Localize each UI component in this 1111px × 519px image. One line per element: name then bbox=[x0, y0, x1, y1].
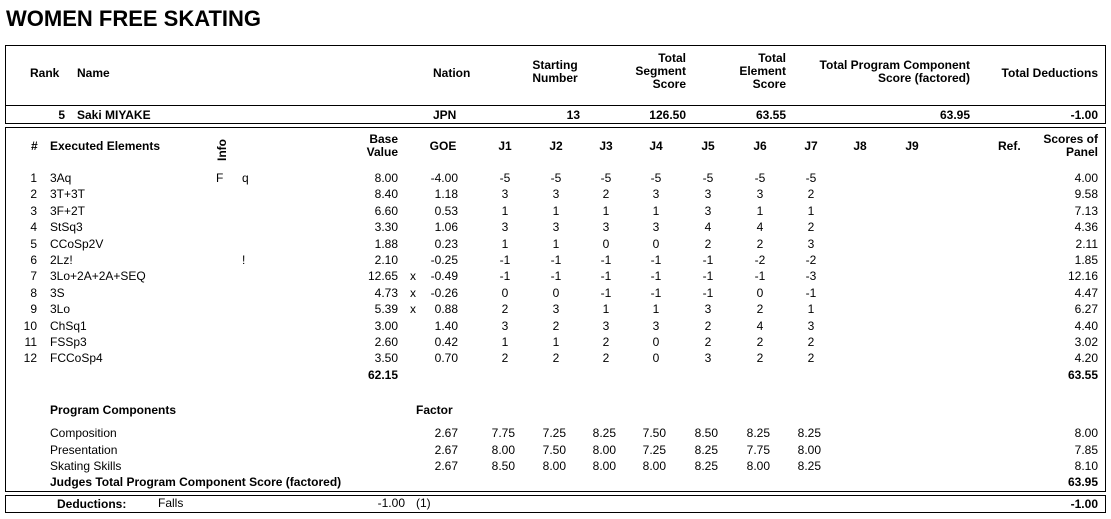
element-name: 3F+2T bbox=[50, 203, 86, 218]
element-info-flag: ! bbox=[242, 253, 246, 267]
element-judge-score: 3 bbox=[652, 220, 660, 235]
element-number: 11 bbox=[24, 335, 37, 349]
component-factor: 2.67 bbox=[434, 442, 458, 457]
element-judge-score: -5 bbox=[600, 171, 612, 185]
element-judge-score: 3 bbox=[501, 187, 509, 202]
element-judge-score: 2 bbox=[807, 220, 815, 235]
executed-elements-header: Executed Elements bbox=[50, 139, 161, 153]
element-bonus-mark: x bbox=[410, 302, 416, 317]
element-judge-score: 2 bbox=[602, 335, 610, 349]
element-base-value: 3.30 bbox=[374, 220, 398, 235]
element-judge-score: -5 bbox=[754, 171, 766, 185]
total-element-score-header: Total Element Score bbox=[739, 51, 786, 91]
element-judge-score: -1 bbox=[600, 285, 612, 300]
element-judge-score: 2 bbox=[704, 318, 712, 333]
component-judge-score: 7.25 bbox=[542, 426, 566, 440]
judge-header-5: J5 bbox=[701, 139, 715, 153]
skater-name: Saki MIYAKE bbox=[77, 108, 151, 122]
component-score: 7.85 bbox=[1074, 442, 1098, 457]
element-panel-score: 6.27 bbox=[1074, 302, 1098, 317]
element-name: StSq3 bbox=[50, 220, 83, 235]
starting-number-header: Starting Number bbox=[532, 58, 578, 85]
judge-header-9: J9 bbox=[905, 139, 919, 153]
element-bonus-mark: x bbox=[410, 285, 416, 300]
components-total-value: 63.95 bbox=[1067, 475, 1098, 489]
element-panel-score: 4.40 bbox=[1074, 318, 1098, 333]
element-bonus-mark: x bbox=[410, 269, 416, 284]
element-judge-score: 2 bbox=[501, 351, 509, 366]
component-score: 8.00 bbox=[1074, 426, 1098, 440]
element-goe: 1.40 bbox=[434, 318, 458, 333]
component-judge-score: 8.00 bbox=[797, 442, 821, 457]
element-base-value: 3.00 bbox=[374, 318, 398, 333]
element-number: 7 bbox=[30, 269, 37, 284]
element-judge-score: -5 bbox=[499, 171, 511, 185]
element-judge-score: -5 bbox=[550, 171, 562, 185]
element-judge-score: 0 bbox=[652, 335, 660, 349]
element-judge-score: -1 bbox=[754, 269, 766, 284]
element-judge-score: 1 bbox=[652, 302, 660, 317]
element-goe: 1.06 bbox=[434, 220, 458, 235]
element-info: F bbox=[216, 171, 224, 185]
element-judge-score: -1 bbox=[805, 285, 817, 300]
element-name: ChSq1 bbox=[50, 318, 87, 333]
rank-header: Rank bbox=[30, 66, 60, 80]
component-name: Presentation bbox=[50, 442, 118, 457]
element-number: 9 bbox=[30, 302, 37, 317]
element-number: 3 bbox=[30, 203, 37, 218]
program-components-header: Program Components bbox=[50, 403, 177, 417]
element-judge-score: 3 bbox=[652, 187, 660, 202]
element-base-value: 12.65 bbox=[367, 269, 398, 284]
panel-total: 63.55 bbox=[1067, 368, 1098, 382]
element-base-value: 2.10 bbox=[374, 253, 398, 267]
element-judge-score: 3 bbox=[704, 203, 712, 218]
skater-starting-number: 13 bbox=[566, 108, 580, 122]
element-base-value: 3.50 bbox=[374, 351, 398, 366]
info-header: Info bbox=[215, 139, 229, 161]
element-goe: -0.25 bbox=[430, 253, 458, 267]
element-info-flag: q bbox=[242, 171, 249, 185]
element-judge-score: 1 bbox=[501, 335, 509, 349]
element-panel-score: 9.58 bbox=[1074, 187, 1098, 202]
element-judge-score: -1 bbox=[499, 253, 511, 267]
element-judge-score: 2 bbox=[807, 187, 815, 202]
component-judge-score: 8.50 bbox=[491, 459, 515, 473]
component-judge-score: 7.75 bbox=[491, 426, 515, 440]
element-number: 8 bbox=[30, 285, 37, 300]
component-judge-score: 8.25 bbox=[797, 426, 821, 440]
element-judge-score: 3 bbox=[756, 187, 764, 202]
skater-deductions: -1.00 bbox=[1070, 108, 1098, 122]
element-judge-score: 1 bbox=[552, 236, 560, 251]
element-judge-score: -1 bbox=[702, 285, 714, 300]
element-goe: 0.88 bbox=[434, 302, 458, 317]
element-judge-score: -1 bbox=[600, 269, 612, 284]
element-judge-score: 4 bbox=[704, 220, 712, 235]
element-judge-score: 3 bbox=[704, 302, 712, 317]
skater-rank: 5 bbox=[58, 108, 65, 122]
nation-header: Nation bbox=[433, 66, 471, 80]
element-base-value: 5.39 bbox=[374, 302, 398, 317]
name-header: Name bbox=[77, 66, 110, 80]
element-judge-score: 3 bbox=[807, 318, 815, 333]
component-judge-score: 8.25 bbox=[694, 459, 718, 473]
component-judge-score: 8.50 bbox=[694, 426, 718, 440]
component-judge-score: 8.25 bbox=[694, 442, 718, 457]
element-goe: 0.53 bbox=[434, 203, 458, 218]
component-judge-score: 7.75 bbox=[746, 442, 770, 457]
element-judge-score: -1 bbox=[702, 269, 714, 284]
element-judge-score: -1 bbox=[499, 269, 511, 284]
element-judge-score: 0 bbox=[602, 236, 610, 251]
element-judge-score: 3 bbox=[552, 220, 560, 235]
element-judge-score: 1 bbox=[501, 236, 509, 251]
element-judge-score: 1 bbox=[602, 203, 610, 218]
element-judge-score: 3 bbox=[552, 187, 560, 202]
element-judge-score: -1 bbox=[702, 253, 714, 267]
element-number: 6 bbox=[30, 253, 37, 267]
element-judge-score: 0 bbox=[652, 351, 660, 366]
component-name: Skating Skills bbox=[50, 459, 122, 473]
element-judge-score: -2 bbox=[805, 253, 817, 267]
deductions-count: (1) bbox=[416, 496, 431, 510]
element-goe: -0.26 bbox=[430, 285, 458, 300]
element-judge-score: -5 bbox=[702, 171, 714, 185]
element-judge-score: 1 bbox=[652, 203, 660, 218]
skater-component-score: 63.95 bbox=[939, 108, 970, 122]
element-judge-score: 3 bbox=[501, 220, 509, 235]
component-judge-score: 7.50 bbox=[542, 442, 566, 457]
element-name: FCCoSp4 bbox=[50, 351, 103, 366]
element-judge-score: -1 bbox=[650, 285, 662, 300]
component-judge-score: 7.25 bbox=[642, 442, 666, 457]
element-panel-score: 4.36 bbox=[1074, 220, 1098, 235]
element-judge-score: -3 bbox=[805, 269, 817, 284]
element-name: 2Lz! bbox=[50, 253, 73, 267]
element-base-value: 4.73 bbox=[374, 285, 398, 300]
factor-header: Factor bbox=[416, 403, 453, 417]
element-name: 3S bbox=[50, 285, 65, 300]
element-judge-score: 0 bbox=[756, 285, 764, 300]
element-goe: 1.18 bbox=[434, 187, 458, 202]
component-judge-score: 7.50 bbox=[642, 426, 666, 440]
element-base-value: 8.40 bbox=[374, 187, 398, 202]
ref-header: Ref. bbox=[998, 139, 1021, 153]
element-judge-score: -1 bbox=[550, 253, 562, 267]
element-judge-score: 2 bbox=[552, 318, 560, 333]
element-judge-score: 2 bbox=[602, 351, 610, 366]
element-judge-score: 2 bbox=[756, 351, 764, 366]
element-panel-score: 7.13 bbox=[1074, 203, 1098, 218]
element-judge-score: 4 bbox=[756, 220, 764, 235]
component-judge-score: 8.25 bbox=[797, 459, 821, 473]
element-panel-score: 2.11 bbox=[1075, 236, 1098, 251]
element-goe: -0.49 bbox=[430, 269, 458, 284]
element-name: 3Aq bbox=[50, 171, 72, 185]
element-base-value: 1.88 bbox=[374, 236, 398, 251]
element-base-value: 6.60 bbox=[374, 203, 398, 218]
element-judge-score: -1 bbox=[600, 253, 612, 267]
judge-header-3: J3 bbox=[599, 139, 613, 153]
component-judge-score: 8.00 bbox=[642, 459, 666, 473]
skater-nation: JPN bbox=[433, 108, 457, 122]
skater-element-score: 63.55 bbox=[755, 108, 786, 122]
element-number: 1 bbox=[30, 171, 37, 185]
element-judge-score: 2 bbox=[704, 236, 712, 251]
element-name: FSSp3 bbox=[50, 335, 87, 349]
element-panel-score: 4.20 bbox=[1074, 351, 1098, 366]
element-judge-score: 1 bbox=[756, 203, 764, 218]
component-judge-score: 8.00 bbox=[592, 459, 616, 473]
component-judge-score: 8.00 bbox=[491, 442, 515, 457]
element-panel-score: 12.16 bbox=[1067, 269, 1098, 284]
component-judge-score: 8.00 bbox=[746, 459, 770, 473]
component-score: 8.10 bbox=[1074, 459, 1098, 473]
num-header: # bbox=[31, 139, 38, 153]
element-judge-score: 1 bbox=[807, 302, 815, 317]
element-goe: -4.00 bbox=[430, 171, 458, 185]
element-goe: 0.23 bbox=[434, 236, 458, 251]
base-value-header: Base Value bbox=[366, 132, 398, 159]
element-goe: 0.42 bbox=[434, 335, 458, 349]
page-title: WOMEN FREE SKATING bbox=[6, 6, 262, 31]
element-judge-score: 2 bbox=[552, 351, 560, 366]
element-judge-score: 2 bbox=[602, 187, 610, 202]
element-judge-score: 0 bbox=[652, 236, 660, 251]
judge-header-1: J1 bbox=[498, 139, 512, 153]
goe-header: GOE bbox=[429, 139, 457, 153]
element-judge-score: -5 bbox=[805, 171, 817, 185]
element-judge-score: 2 bbox=[704, 335, 712, 349]
element-judge-score: 3 bbox=[704, 351, 712, 366]
component-judge-score: 8.00 bbox=[542, 459, 566, 473]
element-judge-score: -2 bbox=[754, 253, 766, 267]
element-judge-score: 4 bbox=[756, 318, 764, 333]
skater-segment-score: 126.50 bbox=[649, 108, 686, 122]
element-judge-score: 2 bbox=[807, 351, 815, 366]
element-judge-score: 3 bbox=[501, 318, 509, 333]
component-factor: 2.67 bbox=[434, 426, 458, 440]
scores-of-panel-header: Scores of Panel bbox=[1043, 132, 1098, 159]
element-judge-score: 1 bbox=[807, 203, 815, 218]
element-base-value: 8.00 bbox=[374, 171, 398, 185]
element-judge-score: 3 bbox=[704, 187, 712, 202]
element-goe: 0.70 bbox=[434, 351, 458, 366]
element-number: 5 bbox=[30, 236, 37, 251]
base-value-total: 62.15 bbox=[367, 368, 398, 382]
element-base-value: 2.60 bbox=[374, 335, 398, 349]
deductions-total: -1.00 bbox=[1070, 497, 1098, 511]
element-number: 10 bbox=[23, 318, 37, 333]
element-judge-score: -1 bbox=[650, 253, 662, 267]
element-judge-score: 0 bbox=[552, 285, 560, 300]
element-judge-score: 2 bbox=[501, 302, 509, 317]
element-judge-score: -1 bbox=[550, 269, 562, 284]
components-total-label: Judges Total Program Component Score (factored) bbox=[50, 475, 342, 489]
element-judge-score: -5 bbox=[650, 171, 662, 185]
element-panel-score: 1.85 bbox=[1074, 253, 1098, 267]
element-judge-score: 2 bbox=[756, 302, 764, 317]
element-judge-score: -1 bbox=[650, 269, 662, 284]
component-name: Composition bbox=[50, 426, 117, 440]
judge-header-8: J8 bbox=[853, 139, 867, 153]
element-judge-score: 3 bbox=[652, 318, 660, 333]
component-judge-score: 8.25 bbox=[746, 426, 770, 440]
component-judge-score: 8.25 bbox=[592, 426, 616, 440]
deductions-label: Deductions: bbox=[57, 497, 127, 511]
total-program-component-header: Total Program Component Score (factored) bbox=[819, 58, 970, 85]
deductions-type: Falls bbox=[158, 496, 184, 510]
component-judge-score: 8.00 bbox=[592, 442, 616, 457]
element-panel-score: 4.00 bbox=[1074, 171, 1098, 185]
element-number: 2 bbox=[30, 187, 37, 202]
element-judge-score: 3 bbox=[552, 302, 560, 317]
element-judge-score: 2 bbox=[756, 236, 764, 251]
element-judge-score: 1 bbox=[501, 203, 509, 218]
judge-header-6: J6 bbox=[753, 139, 767, 153]
component-factor: 2.67 bbox=[434, 459, 458, 473]
element-judge-score: 1 bbox=[552, 203, 560, 218]
element-panel-score: 4.47 bbox=[1074, 285, 1098, 300]
element-judge-score: 1 bbox=[552, 335, 560, 349]
element-name: 3Lo bbox=[50, 302, 71, 317]
element-judge-score: 3 bbox=[602, 220, 610, 235]
element-judge-score: 3 bbox=[807, 236, 815, 251]
element-name: 3Lo+2A+2A+SEQ bbox=[50, 269, 146, 284]
element-judge-score: 1 bbox=[602, 302, 610, 317]
element-number: 12 bbox=[23, 351, 37, 366]
element-judge-score: 2 bbox=[756, 335, 764, 349]
element-judge-score: 2 bbox=[807, 335, 815, 349]
deductions-value: -1.00 bbox=[377, 496, 405, 510]
total-segment-score-header: Total Segment Score bbox=[635, 51, 686, 91]
element-name: 3T+3T bbox=[50, 187, 86, 202]
element-judge-score: 0 bbox=[501, 285, 509, 300]
judge-header-7: J7 bbox=[804, 139, 818, 153]
element-panel-score: 3.02 bbox=[1074, 335, 1098, 349]
element-number: 4 bbox=[30, 220, 37, 235]
summary-divider bbox=[5, 105, 1106, 106]
element-name: CCoSp2V bbox=[50, 236, 104, 251]
element-judge-score: 3 bbox=[602, 318, 610, 333]
total-deductions-header: Total Deductions bbox=[1001, 66, 1098, 80]
judge-header-2: J2 bbox=[549, 139, 563, 153]
judge-header-4: J4 bbox=[649, 139, 663, 153]
